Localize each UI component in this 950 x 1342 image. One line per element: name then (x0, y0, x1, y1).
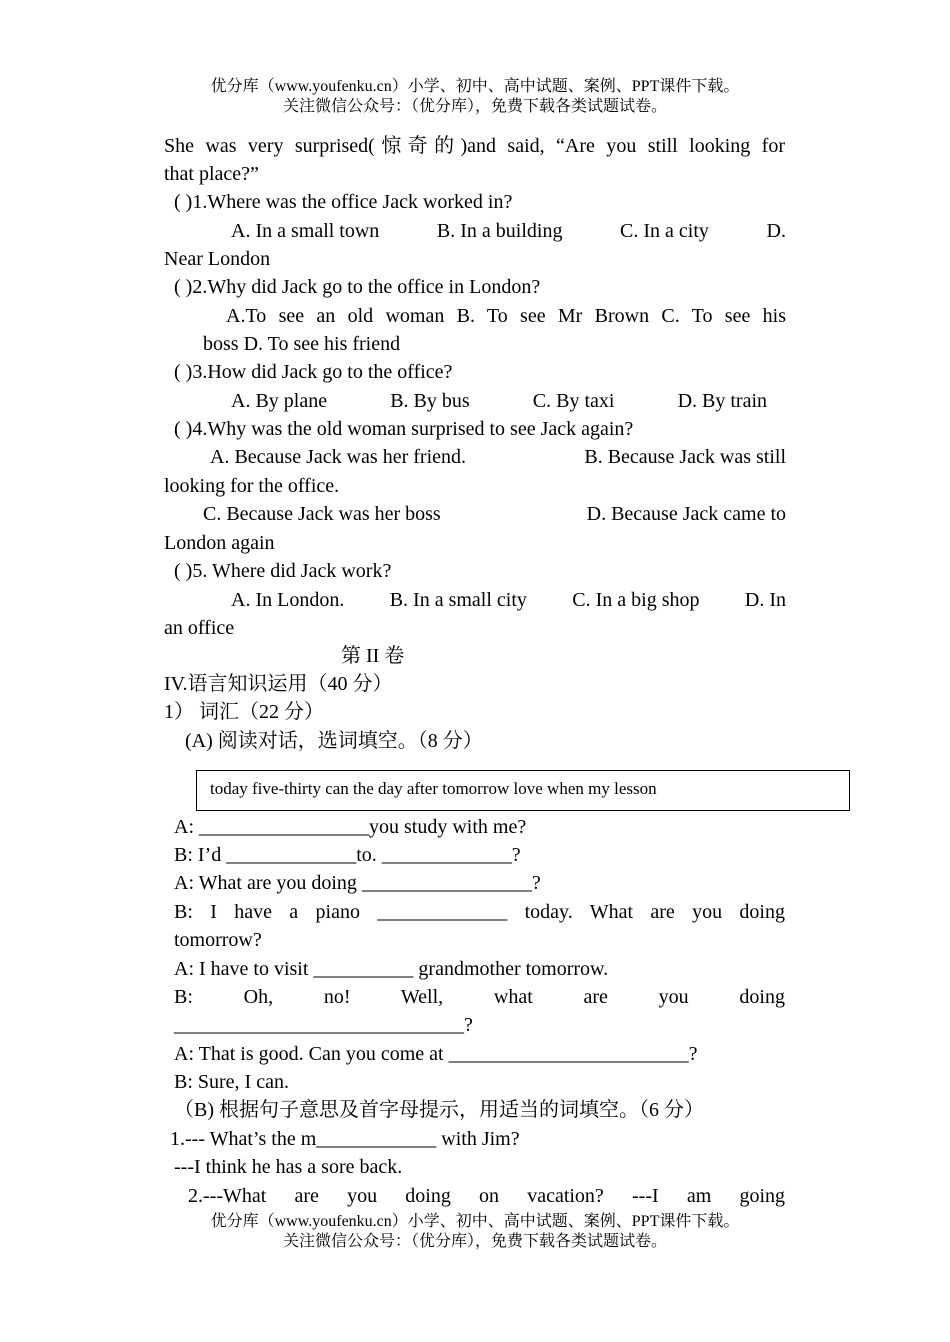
q4-option-d-cont: London again (164, 532, 275, 554)
q1-option-d: D. (766, 220, 786, 242)
dialogue-line-1: A: _________________you study with me? (174, 816, 527, 838)
q4-option-d: D. Because Jack came to (586, 503, 786, 525)
part-b-q1: 1.--- What’s the m____________ with Jim? (170, 1128, 520, 1150)
q3-option-d: D. By train (677, 390, 767, 412)
q4-option-c: C. Because Jack was her boss (203, 503, 441, 525)
q3-options (231, 387, 767, 415)
q5-option-d: D. In (744, 589, 786, 611)
q1-stem: ( )1.Where was the office Jack worked in? (174, 191, 513, 213)
dialogue-line-7: B: Oh, no! Well, what are you doing (174, 986, 785, 1008)
q5-options (231, 586, 786, 614)
dialogue-line-6: A: I have to visit __________ grandmother tomorrow. (174, 958, 609, 980)
dialogue-line-9: A: That is good. Can you come at ________________________? (174, 1043, 698, 1065)
passage-line-2: that place?” (164, 163, 259, 185)
q5-stem: ( )5. Where did Jack work? (174, 560, 392, 582)
header-line-2: 关注微信公众号：（优分库），免费下载各类试题试卷。 (282, 98, 667, 115)
q2-options-line-2: boss D. To see his friend (203, 333, 401, 355)
q1-option-c: C. In a city (620, 220, 709, 242)
q4-option-b: B. Because Jack was still (584, 446, 786, 468)
part-b-heading: （B) 根据句子意思及首字母提示，用适当的词填空。（6 分） (174, 1099, 704, 1121)
q2-options-line-1: A.To see an old woman B. To see Mr Brown C. To see his (226, 305, 786, 327)
q4-options-cd (203, 500, 786, 528)
part-b-q1-answer: ---I think he has a sore back. (174, 1156, 403, 1178)
part-4-heading: IV.语言知识运用（40 分） (164, 673, 393, 695)
q1-option-a: A. In a small town (231, 220, 380, 242)
q5-option-c: C. In a big shop (572, 589, 700, 611)
q1-option-d-cont: Near London (164, 248, 271, 270)
q5-option-d-cont: an office (164, 617, 235, 639)
footer-line-2: 关注微信公众号：（优分库），免费下载各类试题试卷。 (282, 1233, 667, 1250)
q3-option-b: B. By bus (390, 390, 470, 412)
q4-options-ab (210, 443, 786, 471)
part-b-q2: 2.---What are you doing on vacation? ---I am going (188, 1185, 785, 1207)
q4-option-b-cont: looking for the office. (164, 475, 340, 497)
passage-line-1: She was very surprised(惊奇的)and said, “Are you still looking for (164, 135, 785, 157)
q3-option-c: C. By taxi (532, 390, 615, 412)
footer-line-1: 优分库（www.youfenku.cn）小学、初中、高中试题、案例、PPT课件下载。 (210, 1213, 740, 1230)
q2-stem: ( )2.Why did Jack go to the office in London? (174, 276, 541, 298)
dialogue-line-5: tomorrow? (174, 929, 262, 951)
word-box (196, 770, 850, 811)
q1-options (231, 217, 786, 245)
vocab-heading: 1） 词汇（22 分） (164, 701, 324, 723)
q3-option-a: A. By plane (231, 390, 328, 412)
part-a-heading: (A) 阅读对话，选词填空。（8 分） (185, 730, 483, 752)
dialogue-line-2: B: I’d _____________to. _____________? (174, 844, 521, 866)
header-line-1: 优分库（www.youfenku.cn）小学、初中、高中试题、案例、PPT课件下载。 (210, 78, 740, 95)
q4-option-a: A. Because Jack was her friend. (210, 446, 467, 468)
dialogue-line-3: A: What are you doing _________________? (174, 872, 541, 894)
section-title: 第 II 卷 (341, 645, 405, 667)
q5-option-a: A. In London. (231, 589, 345, 611)
q1-option-b: B. In a building (436, 220, 563, 242)
dialogue-line-8: _____________________________? (174, 1014, 473, 1036)
q4-stem: ( )4.Why was the old woman surprised to see Jack again? (174, 418, 634, 440)
dialogue-line-4: B: I have a piano _____________ today. What are you doing (174, 901, 785, 923)
q5-option-b: B. In a small city (389, 589, 527, 611)
dialogue-line-10: B: Sure, I can. (174, 1071, 289, 1093)
q3-stem: ( )3.How did Jack go to the office? (174, 361, 453, 383)
word-box-words: today five-thirty can the day after tomorrow love when my lesson (210, 779, 657, 798)
